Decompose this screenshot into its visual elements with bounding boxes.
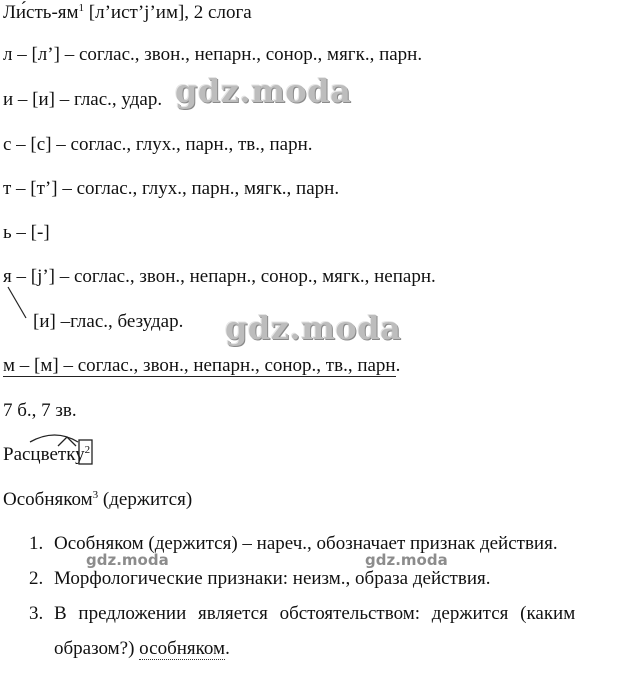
list-item-3-continuation xyxy=(54,638,230,660)
list-item-3-adverb: особняком xyxy=(139,638,226,659)
morpheme-word: Расцветку xyxy=(3,444,85,465)
list-number-3: 3. xyxy=(29,603,44,624)
morpheme-footnote-mark: 2 xyxy=(84,444,91,456)
watermark-small-right: gdz.moda xyxy=(365,551,448,569)
syntax-rest: (держится) xyxy=(98,489,193,510)
list-number-1: 1. xyxy=(29,533,44,554)
syntax-word: Особняком xyxy=(3,489,93,510)
list-item-1: Особняком (держится) – нареч., обозначает признак действия. xyxy=(54,533,558,554)
list-item-3-suffix: . xyxy=(225,638,230,659)
syntax-line xyxy=(3,489,192,511)
list-item-2: Морфологические признаки: неизм., образа действия. xyxy=(54,568,491,589)
header-transcription: [л’ист’j’им], 2 слога xyxy=(84,2,252,23)
watermark-small-left: gdz.moda xyxy=(86,551,169,569)
phonetic-line-i: и – [и] – глас., удар. xyxy=(3,89,163,110)
phonetic-line-ya-second-sound: [и] –глас., безудар. xyxy=(33,311,184,332)
phonetic-line-s: с – [с] – соглас., глух., парн., тв., парн. xyxy=(3,134,313,155)
list-number-2: 2. xyxy=(29,568,44,589)
phonetic-line-m: м – [м] – соглас., звон., непарн., сонор., тв., парн xyxy=(3,355,396,376)
list-item-3: В предложении является обстоятельством: держится (каким xyxy=(54,603,576,624)
phonetic-line-m-period: . xyxy=(395,355,401,376)
watermark-middle: gdz.moda xyxy=(225,309,402,347)
phonetic-line-l: л – [л’] – соглас., звон., непарн., сонор., мягк., парн. xyxy=(3,44,423,65)
header-word: Ли́сть-ям xyxy=(3,2,79,23)
phonetic-line-soft-sign: ь – [-] xyxy=(3,222,50,243)
header-footnote-mark: 1 xyxy=(78,2,85,14)
phonetic-line-t: т – [т’] – соглас., глух., парн., мягк., парн. xyxy=(3,178,340,199)
letter-sound-summary: 7 б., 7 зв. xyxy=(3,400,77,421)
list-item-3-prefix: образом?) xyxy=(54,638,140,659)
watermark-top: gdz.moda xyxy=(175,72,352,110)
phonetic-line-ya: я – [j’] – соглас., звон., непарн., сонор., мягк., непарн. xyxy=(3,266,436,287)
syntax-footnote-mark: 3 xyxy=(92,489,99,501)
